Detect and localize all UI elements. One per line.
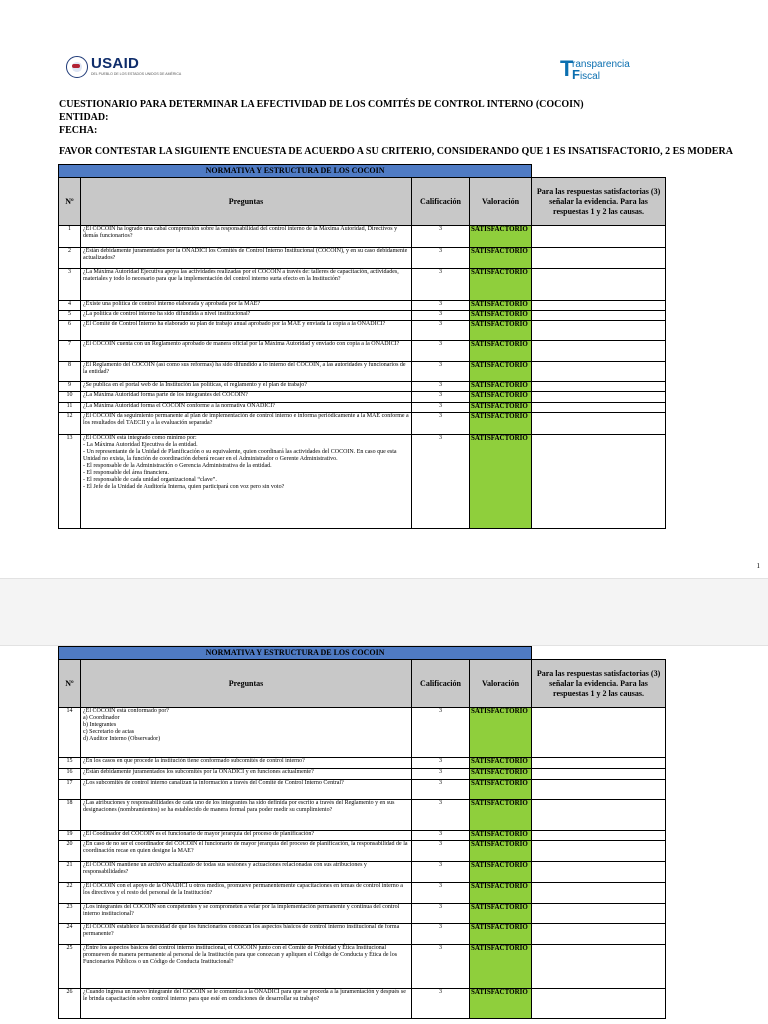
valoracion-value: SATISFACTORIO [470,831,532,841]
valoracion-value: SATISFACTORIO [470,301,532,311]
valoracion-value: SATISFACTORIO [470,862,532,883]
valoracion-value: SATISFACTORIO [470,904,532,924]
evidence-cell [532,862,666,883]
evidence-cell [532,321,666,341]
valoracion-value: SATISFACTORIO [470,403,532,413]
calificacion-value: 3 [412,800,470,831]
table-row [59,413,666,435]
row-number: 7 [59,341,81,362]
usaid-seal-icon [66,56,88,78]
evidence-cell [532,435,666,529]
question-text: ¿El Coodinador del COCOIN es el funcionario de mayor jerarquía del proceso de planificación? [81,831,412,841]
table-row [59,435,666,529]
table-row [59,708,666,758]
row-number: 9 [59,382,81,392]
tf-mark-icon: T [560,56,574,81]
table-row [59,769,666,780]
question-text: ¿Cuando ingresa un nuevo integrante del COCOIN se le comunica a la ONADICI para que se proceda a la juramentación y después se le brinda capacitación sobre control interno para que esté en condiciones de desarrollar su trabajo? [81,989,412,1019]
row-number: 11 [59,403,81,413]
valoracion-value: SATISFACTORIO [470,362,532,382]
table-row [59,758,666,769]
row-number: 14 [59,708,81,758]
valoracion-value: SATISFACTORIO [470,924,532,945]
table-row [59,862,666,883]
valoracion-value: SATISFACTORIO [470,341,532,362]
calificacion-value: 3 [412,382,470,392]
question-text: ¿Los subcomités de control interno canalizan la información a través del Comité de Control Interno Central? [81,780,412,800]
evidence-cell [532,403,666,413]
calificacion-value: 3 [412,403,470,413]
transparencia-fiscal-logo [560,58,638,82]
table-row [59,341,666,362]
usaid-subtitle: DEL PUEBLO DE LOS ESTADOS UNIDOS DE AMÉRICA [91,72,182,76]
col-calificacion: Calificación [412,660,470,708]
row-number: 18 [59,800,81,831]
question-text: ¿Se publica en el portal web de la Institución las políticas, el reglamento y el plan de trabajo? [81,382,412,392]
question-text: ¿El Reglamento del COCOIN (así como sus reformas) ha sido difundido a lo interno del COCOIN, a las autoridades y funcionarios de la entidad? [81,362,412,382]
evidence-cell [532,413,666,435]
calificacion-value: 3 [412,780,470,800]
table-row [59,362,666,382]
evidence-cell [532,924,666,945]
row-number: 26 [59,989,81,1019]
row-number: 3 [59,269,81,301]
evidence-cell [532,341,666,362]
instruction-text: FAVOR CONTESTAR LA SIGUIENTE ENCUESTA DE ACUERDO A SU CRITERIO, CONSIDERANDO QUE 1 ES INSATISFACTORIO, 2 ES MODERA [59,146,733,157]
section-title: NORMATIVA Y ESTRUCTURA DE LOS COCOIN [59,165,532,178]
table-row [59,248,666,269]
calificacion-value: 3 [412,311,470,321]
calificacion-value: 3 [412,226,470,248]
usaid-wordmark: USAID [91,55,140,72]
row-number: 24 [59,924,81,945]
col-preguntas: Preguntas [81,660,412,708]
calificacion-value: 3 [412,883,470,904]
calificacion-value: 3 [412,269,470,301]
evidence-cell [532,758,666,769]
row-number: 2 [59,248,81,269]
row-number: 5 [59,311,81,321]
valoracion-value: SATISFACTORIO [470,780,532,800]
table-row [59,841,666,862]
table-row [59,989,666,1019]
row-number: 4 [59,301,81,311]
calificacion-value: 3 [412,392,470,403]
row-number: 12 [59,413,81,435]
col-evidencia: Para las respuestas satisfactorias (3) señalar la evidencia. Para las respuestas 1 y 2 las causas. [532,660,666,708]
question-text: ¿En los casos en que procede la institución tiene conformado subcomités de control interno? [81,758,412,769]
evidence-cell [532,780,666,800]
question-text: ¿El COCOIN ha logrado una cabal comprensión sobre la responsabilidad del control interno de la Máxima Autoridad, Directivos y demás funcionarios? [81,226,412,248]
evidence-cell [532,382,666,392]
evidence-cell [532,989,666,1019]
table-row [59,945,666,989]
valoracion-value: SATISFACTORIO [470,989,532,1019]
tf-line-2: Fiscal [572,67,600,82]
table-row [59,382,666,392]
row-number: 6 [59,321,81,341]
question-text: ¿El COCOIN con el apoyo de la ONADICI u otros medios, promueve permanentemente capacitaciones en temas de control interno a los directivos y el resto del personal de la Institución? [81,883,412,904]
calificacion-value: 3 [412,862,470,883]
valoracion-value: SATISFACTORIO [470,435,532,529]
valoracion-value: SATISFACTORIO [470,311,532,321]
row-number: 19 [59,831,81,841]
col-number: Nº [59,660,81,708]
row-number: 15 [59,758,81,769]
calificacion-value: 3 [412,708,470,758]
row-number: 20 [59,841,81,862]
calificacion-value: 3 [412,341,470,362]
questionnaire-table-1 [58,164,666,529]
question-text: ¿En caso de no ser el coordinador del COCOIN el funcionario de mayor jerarquía del proceso de planificación, la responsabilidad de la coordinación recae en quien designe la MAE? [81,841,412,862]
table-row [59,883,666,904]
calificacion-value: 3 [412,321,470,341]
row-number: 10 [59,392,81,403]
table-row [59,924,666,945]
row-number: 25 [59,945,81,989]
evidence-cell [532,269,666,301]
row-number: 23 [59,904,81,924]
question-text: ¿Están debidamente juramentados los subcomités por la ONADICI y en funciones actualmente? [81,769,412,780]
row-number: 13 [59,435,81,529]
table-row [59,226,666,248]
usaid-logo [66,56,181,78]
evidence-cell [532,392,666,403]
valoracion-value: SATISFACTORIO [470,708,532,758]
question-text: ¿Entre los aspectos básicos del control interno institucional, el COCOIN junto con el Comité de Probidad y Ética Institucional promueven de manera permanente al personal de la Institución para que conozcan y apliquen el Código de Conducta y Ética de los Funcionarios Públicos o un Código de Conducta Institucional? [81,945,412,989]
calificacion-value: 3 [412,435,470,529]
table-row [59,403,666,413]
row-number: 17 [59,780,81,800]
page-number: 1 [756,562,760,570]
valoracion-value: SATISFACTORIO [470,945,532,989]
table-row [59,800,666,831]
row-number: 21 [59,862,81,883]
calificacion-value: 3 [412,989,470,1019]
col-calificacion: Calificación [412,178,470,226]
table-row [59,831,666,841]
question-text: ¿La política de control interno ha sido difundida a nivel institucional? [81,311,412,321]
row-number: 22 [59,883,81,904]
col-number: Nº [59,178,81,226]
calificacion-value: 3 [412,904,470,924]
table-row [59,311,666,321]
question-text: ¿El COCOIN mantiene un archivo actualizado de todas sus sesiones y actuaciones relacionadas con sus atribuciones y responsabilidades? [81,862,412,883]
question-text: ¿El COCOIN da seguimiento permanente al plan de implementación de control interno e informa periódicamente a la MAE conforme a los resultados del TAECII y a la evaluación separada? [81,413,412,435]
valoracion-value: SATISFACTORIO [470,883,532,904]
evidence-cell [532,769,666,780]
page-divider [0,578,768,646]
calificacion-value: 3 [412,841,470,862]
calificacion-value: 3 [412,831,470,841]
document-title: CUESTIONARIO PARA DETERMINAR LA EFECTIVIDAD DE LOS COMITÉS DE CONTROL INTERNO (COCOIN) [59,99,584,110]
questionnaire-table-2 [58,646,666,1019]
calificacion-value: 3 [412,758,470,769]
evidence-cell [532,945,666,989]
calificacion-value: 3 [412,248,470,269]
calificacion-value: 3 [412,769,470,780]
table-row [59,780,666,800]
evidence-cell [532,708,666,758]
evidence-cell [532,226,666,248]
valoracion-value: SATISFACTORIO [470,758,532,769]
table-row [59,904,666,924]
calificacion-value: 3 [412,301,470,311]
valoracion-value: SATISFACTORIO [470,382,532,392]
valoracion-value: SATISFACTORIO [470,413,532,435]
col-valoracion: Valoración [470,178,532,226]
question-text: ¿Los integrantes del COCOIN son competentes y se comprometen a velar por la implementación permanente y continua del control interno institucional? [81,904,412,924]
valoracion-value: SATISFACTORIO [470,841,532,862]
question-text: ¿Están debidamente juramentados por la ONADICI los Comités de Control Interno Institucional (COCOIN), y en su caso debidamente actualizados? [81,248,412,269]
col-evidencia: Para las respuestas satisfactorias (3) señalar la evidencia. Para las respuestas 1 y 2 las causas. [532,178,666,226]
table-row [59,321,666,341]
entidad-label: ENTIDAD: [59,112,109,123]
question-text: ¿Las atribuciones y responsabilidades de cada uno de los integrantes ha sido definida por escrito a través del Reglamento y en sus designaciones (nombramientos) se ha establecido de manera formal para poder medir su cumplimiento? [81,800,412,831]
row-number: 1 [59,226,81,248]
document-page-2 [0,646,768,1024]
tf-line-1: ransparencia [572,59,630,70]
calificacion-value: 3 [412,924,470,945]
evidence-cell [532,800,666,831]
valoracion-value: SATISFACTORIO [470,248,532,269]
question-text: ¿El COCOIN establece la necesidad de que los funcionarios conozcan los aspectos básicos de control interno institucional de forma permanente? [81,924,412,945]
valoracion-value: SATISFACTORIO [470,769,532,780]
evidence-cell [532,301,666,311]
table-row [59,269,666,301]
valoracion-value: SATISFACTORIO [470,392,532,403]
evidence-cell [532,248,666,269]
col-preguntas: Preguntas [81,178,412,226]
evidence-cell [532,362,666,382]
question-text: ¿El COCOIN está conformado por? a) Coordinador b) Integrantes c) Secretario de actas d) Auditor Interno (Observador) [81,708,412,758]
evidence-cell [532,831,666,841]
fecha-label: FECHA: [59,125,98,136]
valoracion-value: SATISFACTORIO [470,321,532,341]
valoracion-value: SATISFACTORIO [470,269,532,301]
question-text: ¿La Máxima Autoridad forma parte de los integrantes del COCOIN? [81,392,412,403]
question-text: ¿La Máxima Autoridad Ejecutiva apoya las actividades realizadas por el COCOIN a través de: talleres de capacitación, actividades, materiales y todo lo necesario para que la implementación del control interno surta efecto en la Institución? [81,269,412,301]
col-valoracion: Valoración [470,660,532,708]
evidence-cell [532,841,666,862]
question-text: ¿El Comité de Control Interno ha elaborado su plan de trabajo anual aprobado por la MAE y enviada la copia a la ONADICI? [81,321,412,341]
valoracion-value: SATISFACTORIO [470,800,532,831]
question-text: ¿Existe una política de control interno elaborada y aprobada por la MAE? [81,301,412,311]
row-number: 16 [59,769,81,780]
evidence-cell [532,311,666,321]
evidence-cell [532,904,666,924]
question-text: ¿El COCOIN cuenta con un Reglamento aprobado de manera oficial por la Máxima Autoridad y enviado con copia a la ONADICI? [81,341,412,362]
table-row [59,392,666,403]
question-text: ¿La Máxima Autoridad forma el COCOIN conforme a la normativa ONADICI? [81,403,412,413]
question-text: ¿El COCOIN está integrado como mínimo por: - La Máxima Autoridad Ejecutiva de la entidad. - Un representante de la Unidad de Planificación o su equivalente, quien coordinará las actividades del COCOIN. En caso que esta Unidad no exista, la función de coordinación deberá recaer en el Administrador o Gerente Administrativo. - El responsable de la Administración o Gerencia Administrativa de la entidad. - El responsable del área financiera. - El responsable de cada unidad organizacional “clave”. - El Jefe de la Unidad de Auditoría Interna, quien participará con voz pero sin voto? [81,435,412,529]
row-number: 8 [59,362,81,382]
table-row [59,301,666,311]
calificacion-value: 3 [412,945,470,989]
section-title: NORMATIVA Y ESTRUCTURA DE LOS COCOIN [59,647,532,660]
calificacion-value: 3 [412,362,470,382]
valoracion-value: SATISFACTORIO [470,226,532,248]
calificacion-value: 3 [412,413,470,435]
evidence-cell [532,883,666,904]
